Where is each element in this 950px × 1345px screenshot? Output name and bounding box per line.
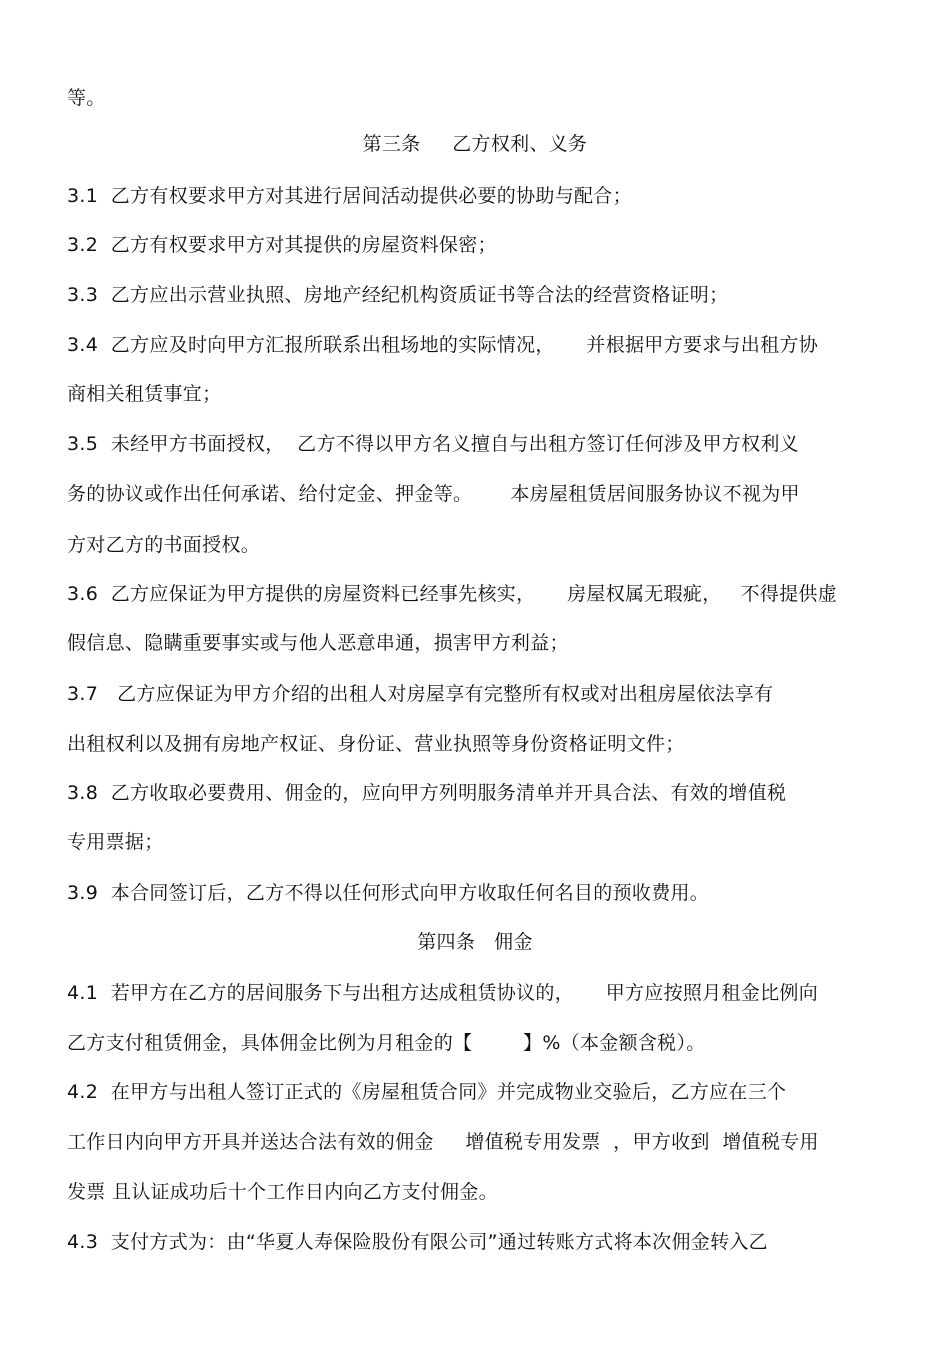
clause-3-3: 3.3 乙方应出示营业执照、房地产经纪机构资质证书等合法的经营资格证明；	[67, 284, 729, 306]
clause-4-2: 4.2 在甲方与出租人签订正式的《房屋租赁合同》并完成物业交验后，乙方应在三个	[67, 1081, 787, 1103]
clause-3-8-cont: 专用票据；	[67, 831, 164, 853]
clause-3-8: 3.8 乙方收取必要费用、佣金的，应向甲方列明服务清单并开具合法、有效的增值税	[67, 782, 787, 804]
clause-3-7: 3.7 乙方应保证为甲方介绍的出租人对房屋享有完整所有权或对出租房屋依法享有	[67, 683, 774, 705]
clause-3-6: 3.6 乙方应保证为甲方提供的房屋资料已经事先核实， 房屋权属无瑕疵， 不得提供虚	[67, 583, 838, 605]
clause-3-5: 3.5 未经甲方书面授权， 乙方不得以甲方名义擅自与出租方签订任何涉及甲方权利义	[67, 433, 799, 455]
text-line: 等。	[67, 87, 106, 109]
clause-4-2-cont: 发票 且认证成功后十个工作日内向乙方支付佣金。	[67, 1181, 498, 1203]
section-heading-3: 第三条 乙方权利、义务	[362, 133, 588, 155]
clause-3-4-cont: 商相关租赁事宜；	[67, 383, 222, 405]
clause-3-1: 3.1 乙方有权要求甲方对其进行居间活动提供必要的协助与配合；	[67, 185, 632, 207]
section-heading-4: 第四条 佣金	[417, 931, 533, 953]
clause-3-7-cont: 出租权利以及拥有房地产权证、身份证、营业执照等身份资格证明文件；	[67, 733, 685, 755]
clause-3-5-cont: 务的协议或作出任何承诺、给付定金、押金等。 本房屋租赁居间服务协议不视为甲	[67, 483, 800, 505]
clause-3-9: 3.9 本合同签订后，乙方不得以任何形式向甲方收取任何名目的预收费用。	[67, 882, 710, 904]
clause-3-4: 3.4 乙方应及时向甲方汇报所联系出租场地的实际情况， 并根据甲方要求与出租方协	[67, 334, 818, 356]
clause-4-1: 4.1 若甲方在乙方的居间服务下与出租方达成租赁协议的， 甲方应按照月租金比例向	[67, 982, 818, 1004]
clause-3-6-cont: 假信息、隐瞒重要事实或与他人恶意串通，损害甲方利益；	[67, 632, 569, 654]
clause-4-2-cont: 工作日内向甲方开具并送达合法有效的佣金 增值税专用发票 ，甲方收到 增值税专用	[67, 1131, 819, 1153]
clause-3-2: 3.2 乙方有权要求甲方对其提供的房屋资料保密；	[67, 234, 497, 256]
clause-3-5-cont: 方对乙方的书面授权。	[67, 534, 261, 556]
clause-4-1-cont: 乙方支付租赁佣金，具体佣金比例为月租金的【 】%（本金额含税）。	[67, 1032, 706, 1054]
clause-4-3: 4.3 支付方式为：由“华夏人寿保险股份有限公司”通过转账方式将本次佣金转入乙	[67, 1231, 768, 1253]
